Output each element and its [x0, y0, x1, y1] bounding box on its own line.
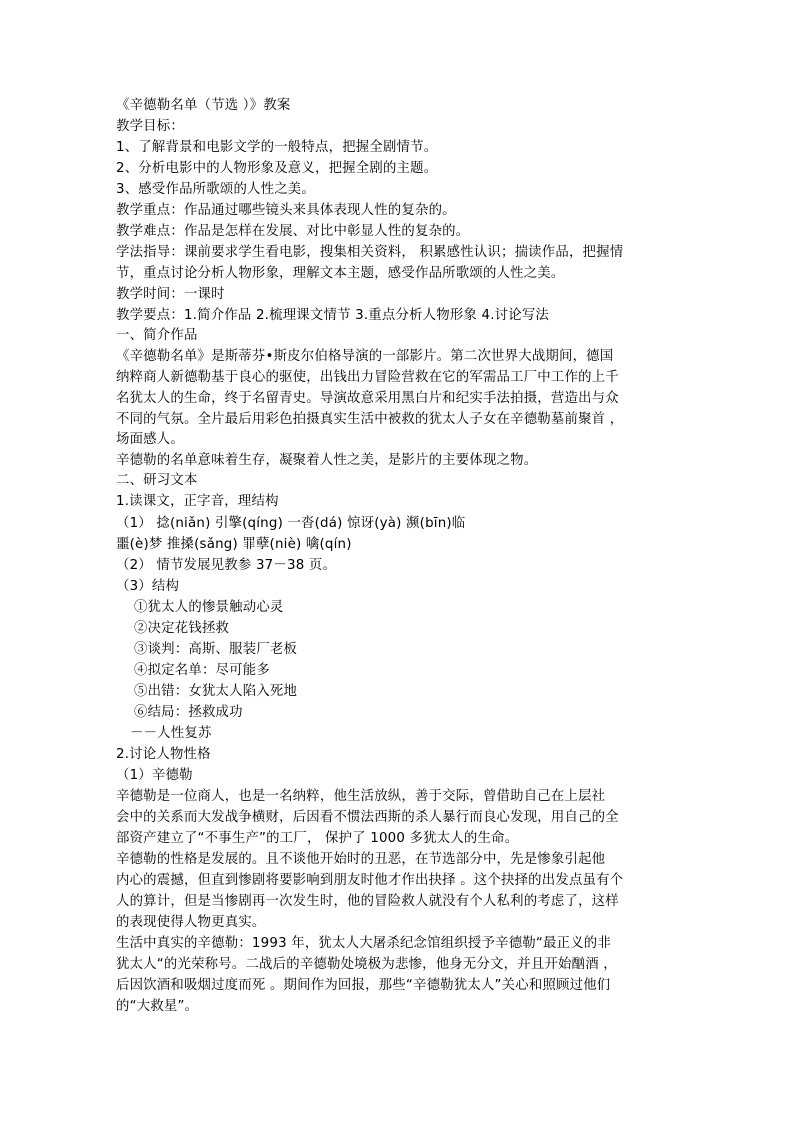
- intro-summary: 辛德勒的名单意味着生存，凝聚着人性之美，是影片的主要体现之物。: [116, 453, 538, 468]
- character-heading: （1）辛德勒: [116, 768, 193, 783]
- plot-note: （2） 情节发展见教参 37－38 页。: [116, 558, 337, 573]
- paragraph-line: 的表现使得人物更真实。: [116, 915, 266, 930]
- study-guide-line: 节，重点讨论分析人物形象，理解文本主题，感受作品所歌颂的人性之美。: [116, 266, 565, 281]
- pronunciation-line: 噩(è)梦 推搡(sǎng) 罪孽(niè) 噙(qín): [116, 537, 352, 552]
- structure-item: ④拟定名单：尽可能多: [134, 663, 270, 678]
- goal-item: 2、分析电影中的人物形象及意义，把握全剧的主题。: [116, 161, 438, 176]
- sub-heading: 2.讨论人物性格: [116, 747, 211, 762]
- goal-item: 1、了解背景和电影文学的一般特点，把握全剧情节。: [116, 140, 438, 155]
- intro-line: 纳粹商人新德勒基于良心的驱使，出钱出力冒险营救在它的军需品工厂中工作的上千: [116, 370, 619, 385]
- structure-item: ⑥结局：拯救成功: [134, 705, 243, 720]
- structure-conclusion: －－人性复苏: [130, 726, 212, 741]
- structure-item: ②决定花钱拯救: [134, 621, 230, 636]
- goals-heading: 教学目标：: [116, 119, 184, 134]
- pronunciation-line: （1） 捻(niǎn) 引擎(qíng) 一沓(dá) 惊讶(yà) 濒(bīn)临: [116, 516, 466, 531]
- intro-line: 名犹太人的生命，终于名留青史。导演故意采用黑白片和纪实手法拍摄，营造出与众: [116, 391, 619, 406]
- paragraph-line: 部资产建立了“不事生产”的工厂， 保护了 1000 多犹太人的生命。: [116, 831, 519, 846]
- sub-heading: 1.读课文，正字音，理结构: [116, 494, 279, 509]
- structure-heading: （3）结构: [116, 579, 180, 594]
- study-guide-line: 学法指导：课前要求学生看电影，搜集相关资料， 积累感性认识；揣读作品，把握情: [116, 245, 624, 260]
- paragraph-line: 的“大救星”。: [116, 999, 199, 1014]
- intro-line: 《辛德勒名单》是斯蒂芬•斯皮尔伯格导演的一部影片。第二次世界大战期间，德国: [116, 349, 614, 364]
- intro-line: 场面感人。: [116, 432, 184, 447]
- paragraph-line: 后因饮酒和吸烟过度而死 。期间作为回报，那些“辛德勒犹太人”关心和照顾过他们: [116, 978, 611, 993]
- intro-line: 不同的气氛。全片最后用彩色拍摄真实生活中被救的犹太人子女在辛德勒墓前聚首 ，: [116, 412, 624, 427]
- teaching-steps: 教学要点：1.简介作品 2.梳理课文情节 3.重点分析人物形象 4.讨论写法: [116, 308, 550, 323]
- paragraph-line: 人的算计，但是当惨剧再一次发生时，他的冒险救人就没有个人私利的考虑了，这样: [116, 894, 619, 909]
- paragraph-line: 辛德勒是一位商人，也是一名纳粹，他生活放纵，善于交际，曾借助自己在上层社: [116, 789, 606, 804]
- paragraph-line: 辛德勒的性格是发展的。且不谈他开始时的丑恶，在节选部分中，先是惨象引起他: [116, 852, 606, 867]
- structure-item: ①犹太人的惨景触动心灵: [134, 600, 284, 615]
- paragraph-line: 内心的震撼，但直到惨剧将要影响到朋友时他才作出抉择 。这个抉择的出发点虽有个: [116, 873, 624, 888]
- section-heading: 一、简介作品: [116, 328, 198, 343]
- paragraph-line: 犹太人“的光荣称号。二战后的辛德勒处境极为悲惨，他身无分文，并且开始酗酒 ，: [116, 957, 617, 972]
- paragraph-line: 会中的关系而大发战争横财，后因看不惯法西斯的杀人暴行而良心发现，用自己的全: [116, 810, 619, 825]
- structure-item: ⑤出错：女犹太人陷入死地: [134, 684, 298, 699]
- structure-item: ③谈判：高斯、服装厂老板: [134, 642, 298, 657]
- teaching-time: 教学时间：一课时: [116, 287, 225, 302]
- document-title: 《辛德勒名单（节选 ）》教案: [116, 98, 291, 113]
- difficulty: 教学难点：作品是怎样在发展、对比中彰显人性的复杂的。: [116, 224, 470, 239]
- key-point: 教学重点：作品通过哪些镜头来具体表现人性的复杂的。: [116, 203, 456, 218]
- section-heading: 二、研习文本: [116, 473, 198, 488]
- paragraph-line: 生活中真实的辛德勒：1993 年，犹太人大屠杀纪念馆组织授予辛德勒“最正义的非: [116, 936, 611, 951]
- goal-item: 3、感受作品所歌颂的人性之美。: [116, 182, 315, 197]
